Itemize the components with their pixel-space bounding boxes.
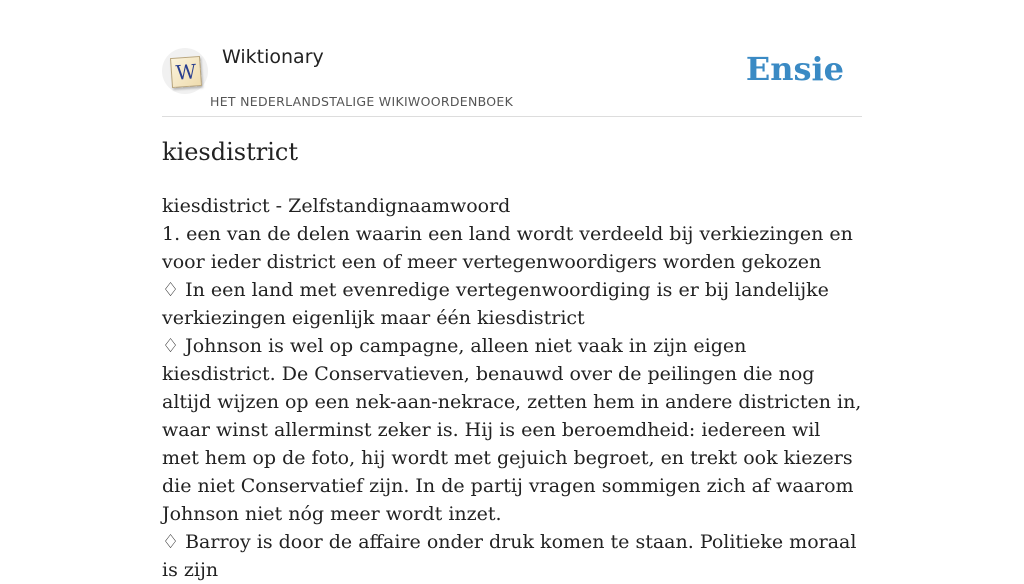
example-sentence: ♢ Barroy is door de affaire onder druk komen te staan. Politieke moraal is zijn [162, 531, 857, 581]
logo-tile: W [170, 56, 202, 88]
site-tagline: HET NEDERLANDSTALIGE WIKIWOORDENBOEK [210, 94, 514, 109]
site-header [162, 40, 862, 117]
site-title[interactable]: Wiktionary [222, 46, 324, 68]
wiktionary-logo-icon[interactable] [162, 48, 208, 94]
entry-body [162, 192, 862, 584]
example-sentence: ♢ In een land met evenredige vertegenwoordiging is er bij landelijke verkiezingen eigenlijk maar één kiesdistrict [162, 279, 829, 329]
example-sentence: ♢ Johnson is wel op campagne, alleen niet vaak in zijn eigen kiesdistrict. De Conservatieven, benauwd over de peilingen die nog altijd wijzen op een nek-aan-nekrace, zetten hem in andere districten in, waar winst allerminst zeker is. Hij is een beroemdheid: iedereen wil met hem op de foto, hij wordt met gejuich begroet, en trekt ook kiezers die niet Conservatief zijn. In de partij vragen sommigen zich af waarom Johnson niet nóg meer wordt inzet. [162, 335, 862, 525]
entry-definition: 1. een van de delen waarin een land wordt verdeeld bij verkiezingen en voor ieder district een of meer vertegenwoordigers worden gekozen [162, 223, 853, 273]
ensie-brand-link[interactable]: Ensie [745, 50, 844, 88]
page-title: kiesdistrict [162, 138, 298, 166]
entry-headline: kiesdistrict - Zelfstandignaamwoord [162, 195, 511, 217]
